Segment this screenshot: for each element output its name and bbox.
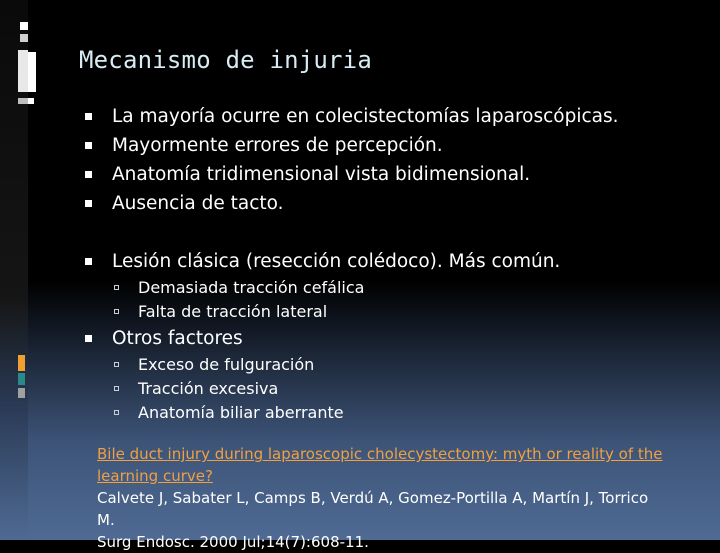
bullet-square-icon [85,171,92,178]
deco-square [28,52,36,92]
sub-bullet-text: Exceso de fulguración [138,355,315,374]
bullet-text: Ausencia de tacto. [112,193,284,214]
sub-bullet-square-icon [114,386,119,391]
bullet-square-icon [85,335,92,342]
bullet-item [0,131,720,160]
slide-title: Mecanismo de injuria [79,46,372,74]
bullet-list [0,102,720,425]
deco-square [20,22,28,30]
sub-bullet-item [0,353,720,377]
sub-bullet-text: Demasiada tracción cefálica [138,278,365,297]
bullet-square-icon [85,258,92,265]
bullet-text: Otros factores [112,328,243,349]
bullet-square-icon [85,113,92,120]
sub-bullet-item [0,300,720,324]
bullet-item [0,247,720,276]
sub-bullet-square-icon [114,285,119,290]
sub-bullet-item [0,377,720,401]
bullet-text: Mayormente errores de percepción. [112,135,443,156]
deco-square [20,34,28,42]
sub-bullet-item [0,276,720,300]
bullet-text: Anatomía tridimensional vista bidimensional. [112,164,531,185]
bullet-item [0,324,720,353]
bullet-item [0,189,720,218]
sub-bullet-square-icon [114,309,119,314]
bullet-square-icon [85,200,92,207]
reference-block [97,443,667,553]
bullet-square-icon [85,142,92,149]
sub-bullet-text: Anatomía biliar aberrante [138,403,344,422]
sub-bullet-square-icon [114,362,119,367]
bullet-item [0,102,720,131]
sub-bullet-text: Tracción excesiva [138,379,279,398]
bullet-text: La mayoría ocurre en colecistectomías laparoscópicas. [112,106,619,127]
deco-square [18,50,28,92]
reference-link[interactable]: Bile duct injury during laparoscopic cholecystectomy: myth or reality of the learning curve? [97,445,663,485]
reference-authors: Calvete J, Sabater L, Camps B, Verdú A, Gomez-Portilla A, Martín J, Torrico M. [97,489,649,529]
sub-bullet-text: Falta de tracción lateral [138,302,328,321]
sub-bullet-item [0,401,720,425]
bullet-text: Lesión clásica (resección colédoco). Más común. [112,251,561,272]
sub-bullet-square-icon [114,410,119,415]
reference-journal: Surg Endosc. 2000 Jul;14(7):608-11. [97,533,369,551]
bullet-item [0,160,720,189]
